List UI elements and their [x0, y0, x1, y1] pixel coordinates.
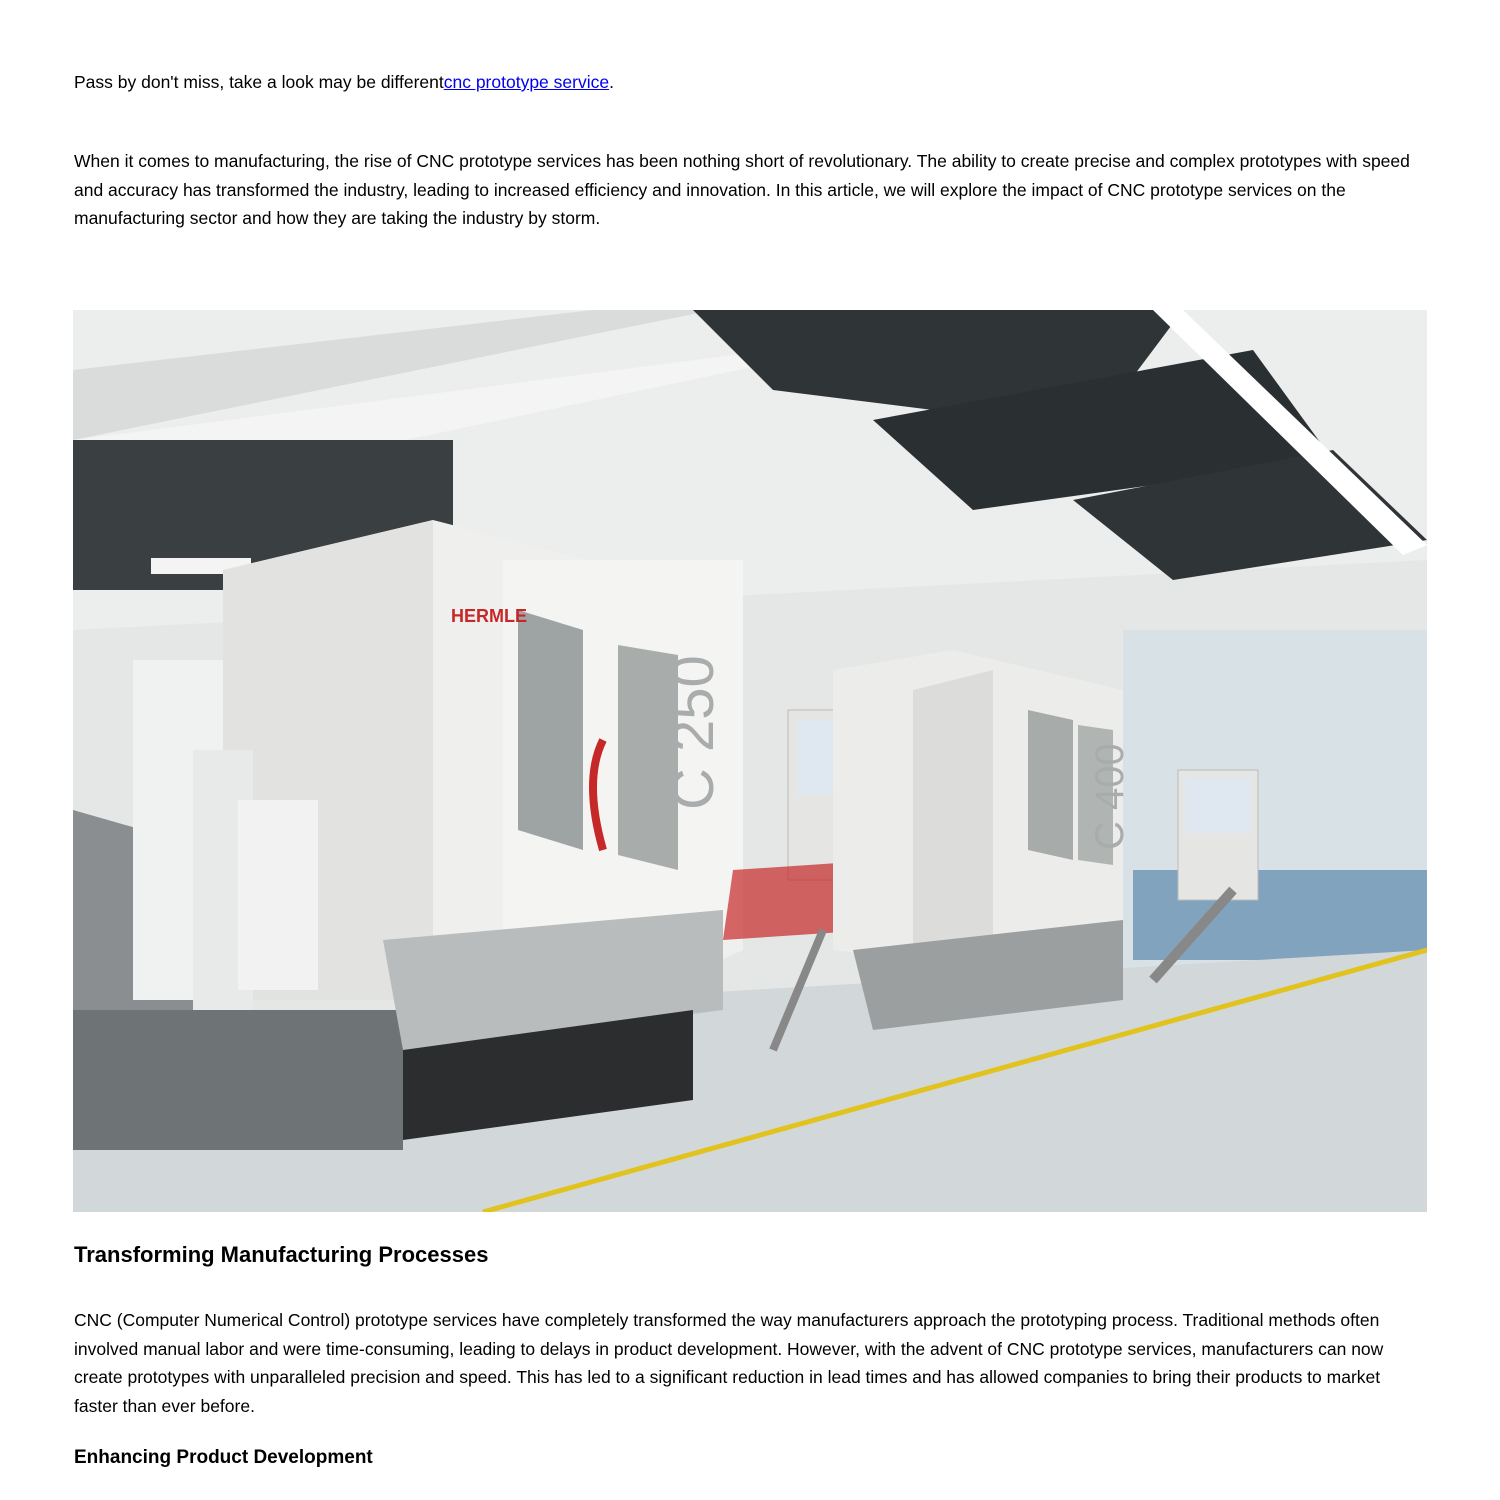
cnc-prototype-service-link[interactable]: cnc prototype service	[443, 72, 610, 92]
machine1-brand-label: HERMLE	[451, 606, 527, 626]
intro-line	[74, 68, 1428, 97]
section-paragraph: CNC (Computer Numerical Control) prototype services have completely transformed the way manufacturers approach the prototyping process. Traditional methods often involved manual labor and were time-consuming, leading to delays in product development. However, with the advent of CNC prototype services, manufacturers can now create prototypes with unparalleled precision and speed. This has led to a significant reduction in lead times and has allowed companies to bring their products to market faster than ever before.	[74, 1310, 1384, 1416]
intro-text: Pass by don't miss, take a look may be different	[74, 72, 444, 92]
machine2-model-label: C 400	[1088, 743, 1132, 850]
cnc-machines-photo	[73, 310, 1427, 1212]
subsection-heading-enhancing: Enhancing Product Development	[74, 1447, 373, 1468]
intro-paragraph: When it comes to manufacturing, the rise of CNC prototype services has been nothing short of revolutionary. The ability to create precise and complex prototypes with speed and accuracy has transformed the industry, leading to increased efficiency and innovation. In this article, we will explore the impact of CNC prototype services on the manufacturing sector and how they are taking the industry by storm.	[74, 151, 1410, 228]
machine1-model-label: C 250	[661, 655, 726, 810]
intro-period: .	[609, 72, 614, 92]
section-heading-transforming: Transforming Manufacturing Processes	[74, 1242, 489, 1267]
